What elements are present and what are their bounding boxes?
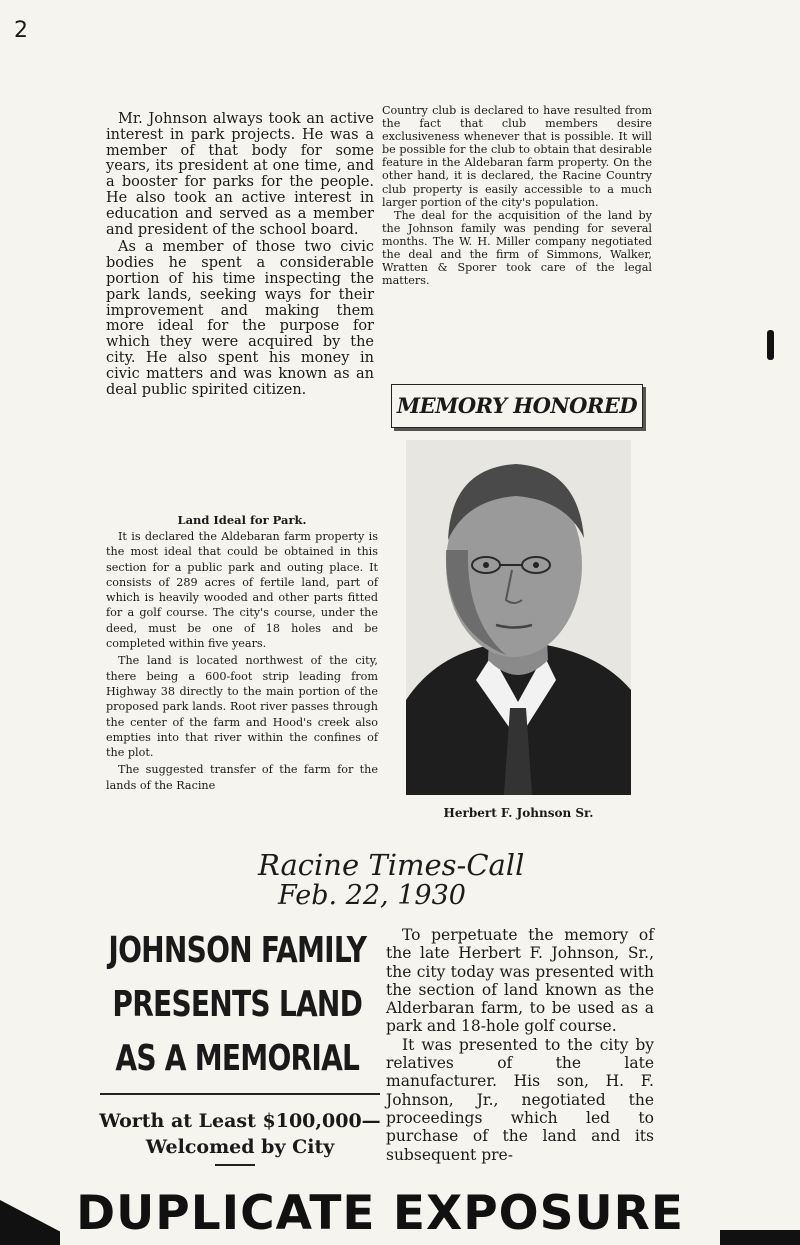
subheadline-line: Worth at Least $100,000— (99, 1110, 381, 1132)
paragraph: It is declared the Aldebaran farm property is the most ideal that could be obtained in this section for a public park and outing place. It consists of 289 acres of fertile land, part of which is heavily wooded and other parts fitted for a golf course. The city's course, under the deed, must be one of 18 holes and be completed within five years. (106, 530, 378, 651)
handwritten-source: Racine Times-Call (258, 848, 525, 882)
paragraph: It was presented to the city by relatives of the late manufacturer. His son, H. F. Johnson, Jr., negotiated the proceedings which led to purchase of the land and its subsequent pre- (386, 1035, 654, 1164)
paragraph: Mr. Johnson always took an active interest in park projects. He was a member of that body for some years, its president at one time, and a booster for parks for the people. He also took an active interest in education and served as a member and president of the school board. (106, 111, 374, 238)
article-column-a-bottom (106, 512, 378, 795)
headline-line: JOHNSON FAMILY (108, 930, 367, 971)
article-column-a-top (106, 112, 374, 400)
page-number: 2 (14, 18, 28, 43)
paragraph: To perpetuate the memory of the late Herbert F. Johnson, Sr., the city today was presented with the section of land known as the Alderbaran farm, to be used as a park and 18-hole golf course. (386, 926, 654, 1036)
headline-rule (100, 1093, 380, 1095)
subheadline-line: Welcomed by City (145, 1136, 335, 1158)
scan-edge-mark (720, 1230, 800, 1245)
paragraph: The land is located northwest of the city, there being a 600-foot strip leading from Highway 38 directly to the main portion of the proposed park lands. Root river passes through the center of the farm and Hood's creek also empties into that river within the confines of the plot. (106, 654, 378, 760)
duplicate-exposure-stamp: DUPLICATE EXPOSURE (76, 1186, 684, 1241)
paragraph: The suggested transfer of the farm for the lands of the Racine (106, 763, 378, 792)
paragraph: As a member of those two civic bodies he spent a considerable portion of his time inspecting the park lands, seeking ways for their improvement and making them more ideal for the purpose for which they were acquired by the city. He also spent his money in civic matters and was known as an deal public spirited citizen. (106, 239, 374, 398)
subhead-land-ideal: Land Ideal for Park. (177, 513, 307, 527)
paragraph: Country club is declared to have resulted from the fact that club members desire exclusiveness whenever that is possible. It will be possible for the club to obtain that desirable feature in the Aldebaran farm property. On the other hand, it is declared, the Racine Country club property is easily accessible to a much larger portion of the city's population. (382, 104, 652, 209)
article-column-b (382, 104, 652, 287)
scan-edge-mark (767, 330, 774, 360)
memory-honored-box: MEMORY HONORED (391, 384, 643, 428)
paragraph: The deal for the acquisition of the land by the Johnson family was pending for several months. The W. H. Miller company negotiated the deal and the firm of Simmons, Walker, Wratten & Sporer took care of the legal matters. (382, 208, 652, 288)
headline-line: PRESENTS LAND (112, 984, 363, 1025)
photo-caption: Herbert F. Johnson Sr. (443, 806, 594, 820)
headline-line: AS A MEMORIAL (115, 1038, 360, 1079)
handwritten-date: Feb. 22, 1930 (278, 880, 466, 911)
scan-edge-mark (0, 1200, 60, 1245)
portrait-photo (406, 440, 631, 795)
headline (100, 924, 375, 1086)
subheadline-rule (215, 1164, 255, 1166)
article-column-c (386, 926, 654, 1164)
subheadline (96, 1108, 384, 1160)
